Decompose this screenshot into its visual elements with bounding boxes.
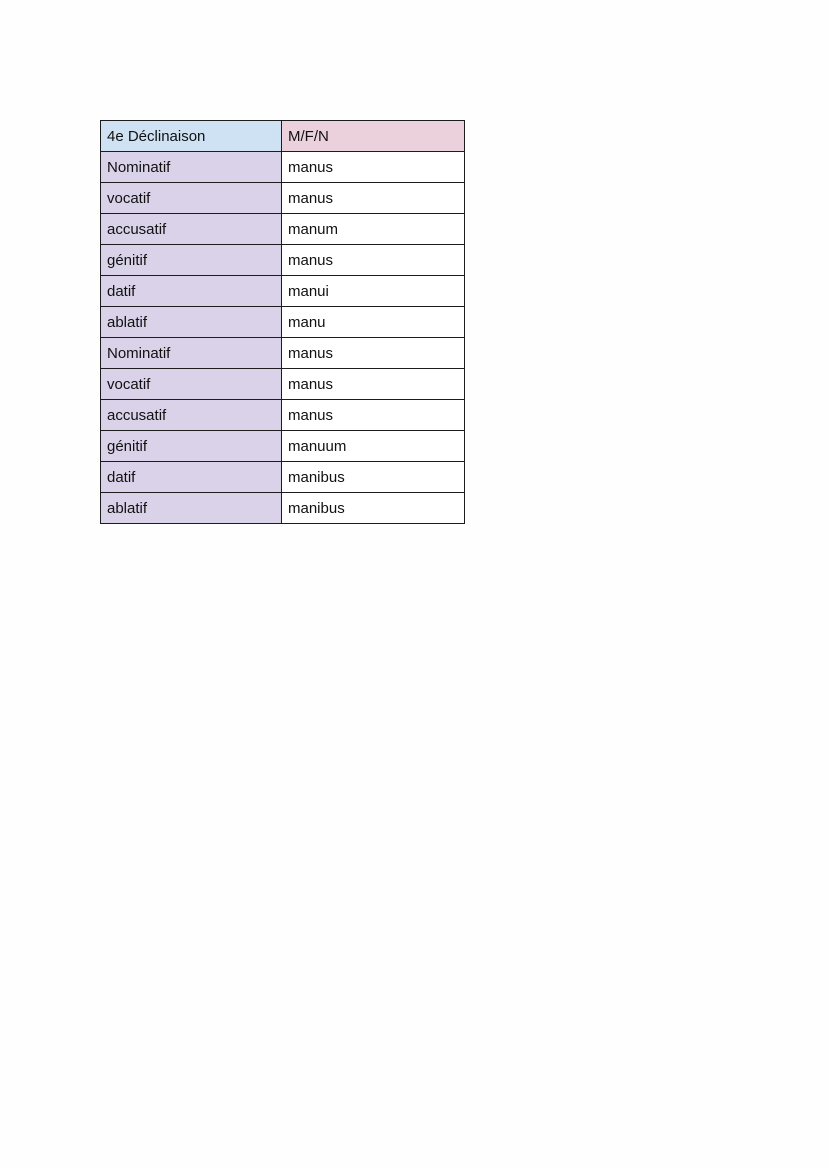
case-name-cell: ablatif <box>101 307 282 338</box>
case-name-cell: Nominatif <box>101 338 282 369</box>
declension-table-body <box>101 121 465 524</box>
case-name-cell: ablatif <box>101 493 282 524</box>
table-row <box>101 400 465 431</box>
case-name-cell: datif <box>101 462 282 493</box>
word-form-cell: manibus <box>282 493 465 524</box>
word-form-cell: manus <box>282 152 465 183</box>
word-form-cell: manum <box>282 214 465 245</box>
case-name-cell: accusatif <box>101 400 282 431</box>
word-form-cell: manus <box>282 369 465 400</box>
table-row <box>101 462 465 493</box>
table-row <box>101 245 465 276</box>
case-name-cell: génitif <box>101 245 282 276</box>
table-row <box>101 338 465 369</box>
table-row <box>101 276 465 307</box>
case-name-cell: vocatif <box>101 183 282 214</box>
header-gender-cell: M/F/N <box>282 121 465 152</box>
word-form-cell: manu <box>282 307 465 338</box>
table-row <box>101 214 465 245</box>
word-form-cell: manus <box>282 183 465 214</box>
table-row <box>101 431 465 462</box>
case-name-cell: génitif <box>101 431 282 462</box>
word-form-cell: manuum <box>282 431 465 462</box>
case-name-cell: datif <box>101 276 282 307</box>
word-form-cell: manus <box>282 400 465 431</box>
word-form-cell: manibus <box>282 462 465 493</box>
table-row <box>101 493 465 524</box>
case-name-cell: accusatif <box>101 214 282 245</box>
header-declension-cell: 4e Déclinaison <box>101 121 282 152</box>
declension-table <box>100 120 465 524</box>
case-name-cell: vocatif <box>101 369 282 400</box>
word-form-cell: manus <box>282 338 465 369</box>
case-name-cell: Nominatif <box>101 152 282 183</box>
table-row <box>101 183 465 214</box>
table-row <box>101 369 465 400</box>
word-form-cell: manus <box>282 245 465 276</box>
table-row <box>101 307 465 338</box>
table-header-row <box>101 121 465 152</box>
table-row <box>101 152 465 183</box>
word-form-cell: manui <box>282 276 465 307</box>
